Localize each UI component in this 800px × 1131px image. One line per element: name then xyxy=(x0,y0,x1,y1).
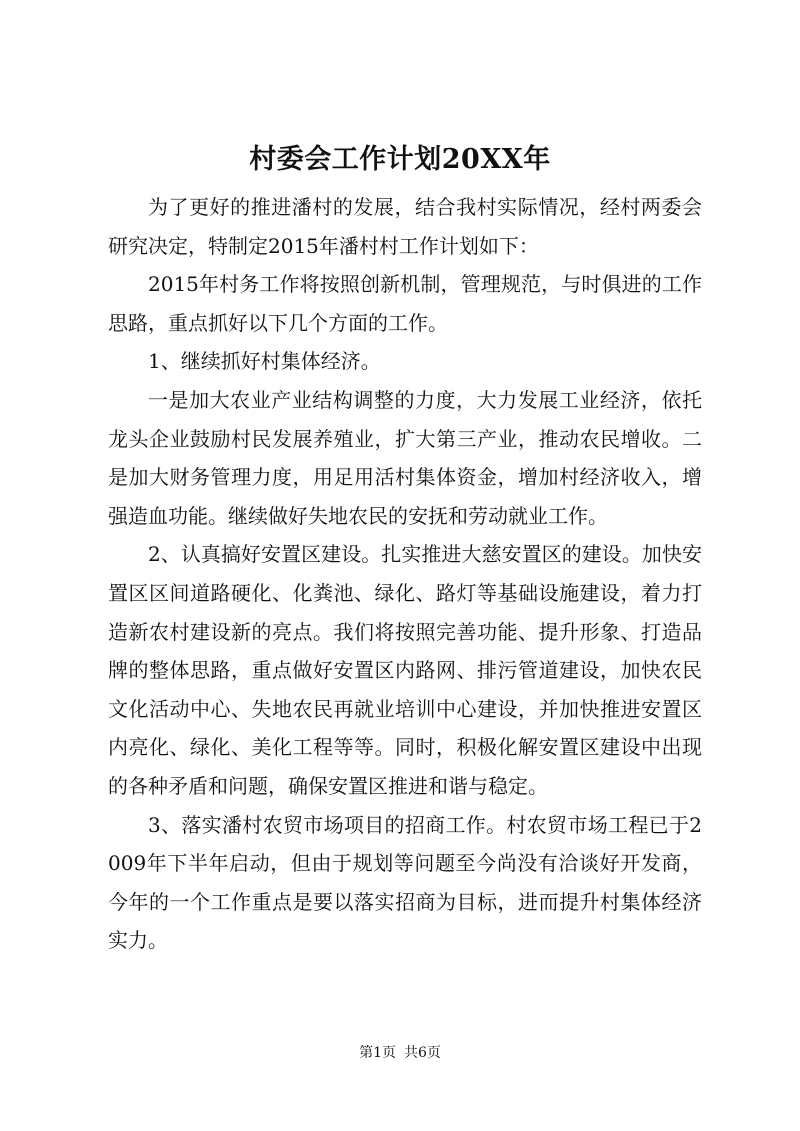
paragraph-item-2: 2、认真搞好安置区建设。扎实推进大慈安置区的建设。加快安置区区间道路硬化、化粪池、绿化、路灯等基础设施建设，着力打造新农村建设新的亮点。我们将按照完善功能、提升形象、打造品牌的整体思路，重点做好安置区内路网、排污管道建设，加快农民文化活动中心、失地农民再就业培训中心建设，并加快推进安置区内亮化、绿化、美化工程等等。同时，积极化解安置区建设中出现的各种矛盾和问题，确保安置区推进和谐与稳定。 xyxy=(108,542,702,798)
document-title: 村委会工作计划20XX年 xyxy=(249,144,551,175)
paragraph-item-1-detail: 一是加大农业产业结构调整的力度，大力发展工业经济，依托龙头企业鼓励村民发展养殖业，扩大第三产业，推动农民增收。二是加大财务管理力度，用足用活村集体资金，增加村经济收入，增强造血功能。继续做好失地农民的安抚和劳动就业工作。 xyxy=(108,387,702,528)
page-number: 第1页 xyxy=(359,1045,396,1061)
paragraph-item-3: 3、落实潘村农贸市场项目的招商工作。村农贸市场工程已于2009年下半年启动，但由于规划等问题至今尚没有洽谈好开发商，今年的一个工作重点是要以落实招商为目标，进而提升村集体经济实力。 xyxy=(108,812,702,953)
paragraph-intro: 为了更好的推进潘村的发展，结合我村实际情况，经村两委会研究决定，特制定2015年潘村村工作计划如下： xyxy=(108,195,702,258)
document-body xyxy=(108,188,702,960)
paragraph-overview: 2015年村务工作将按照创新机制，管理规范，与时俱进的工作思路，重点抓好以下几个方面的工作。 xyxy=(108,272,702,335)
page-footer xyxy=(0,1043,800,1063)
page-total: 共6页 xyxy=(404,1045,441,1061)
paragraph-item-1-heading: 1、继续抓好村集体经济。 xyxy=(148,349,381,374)
